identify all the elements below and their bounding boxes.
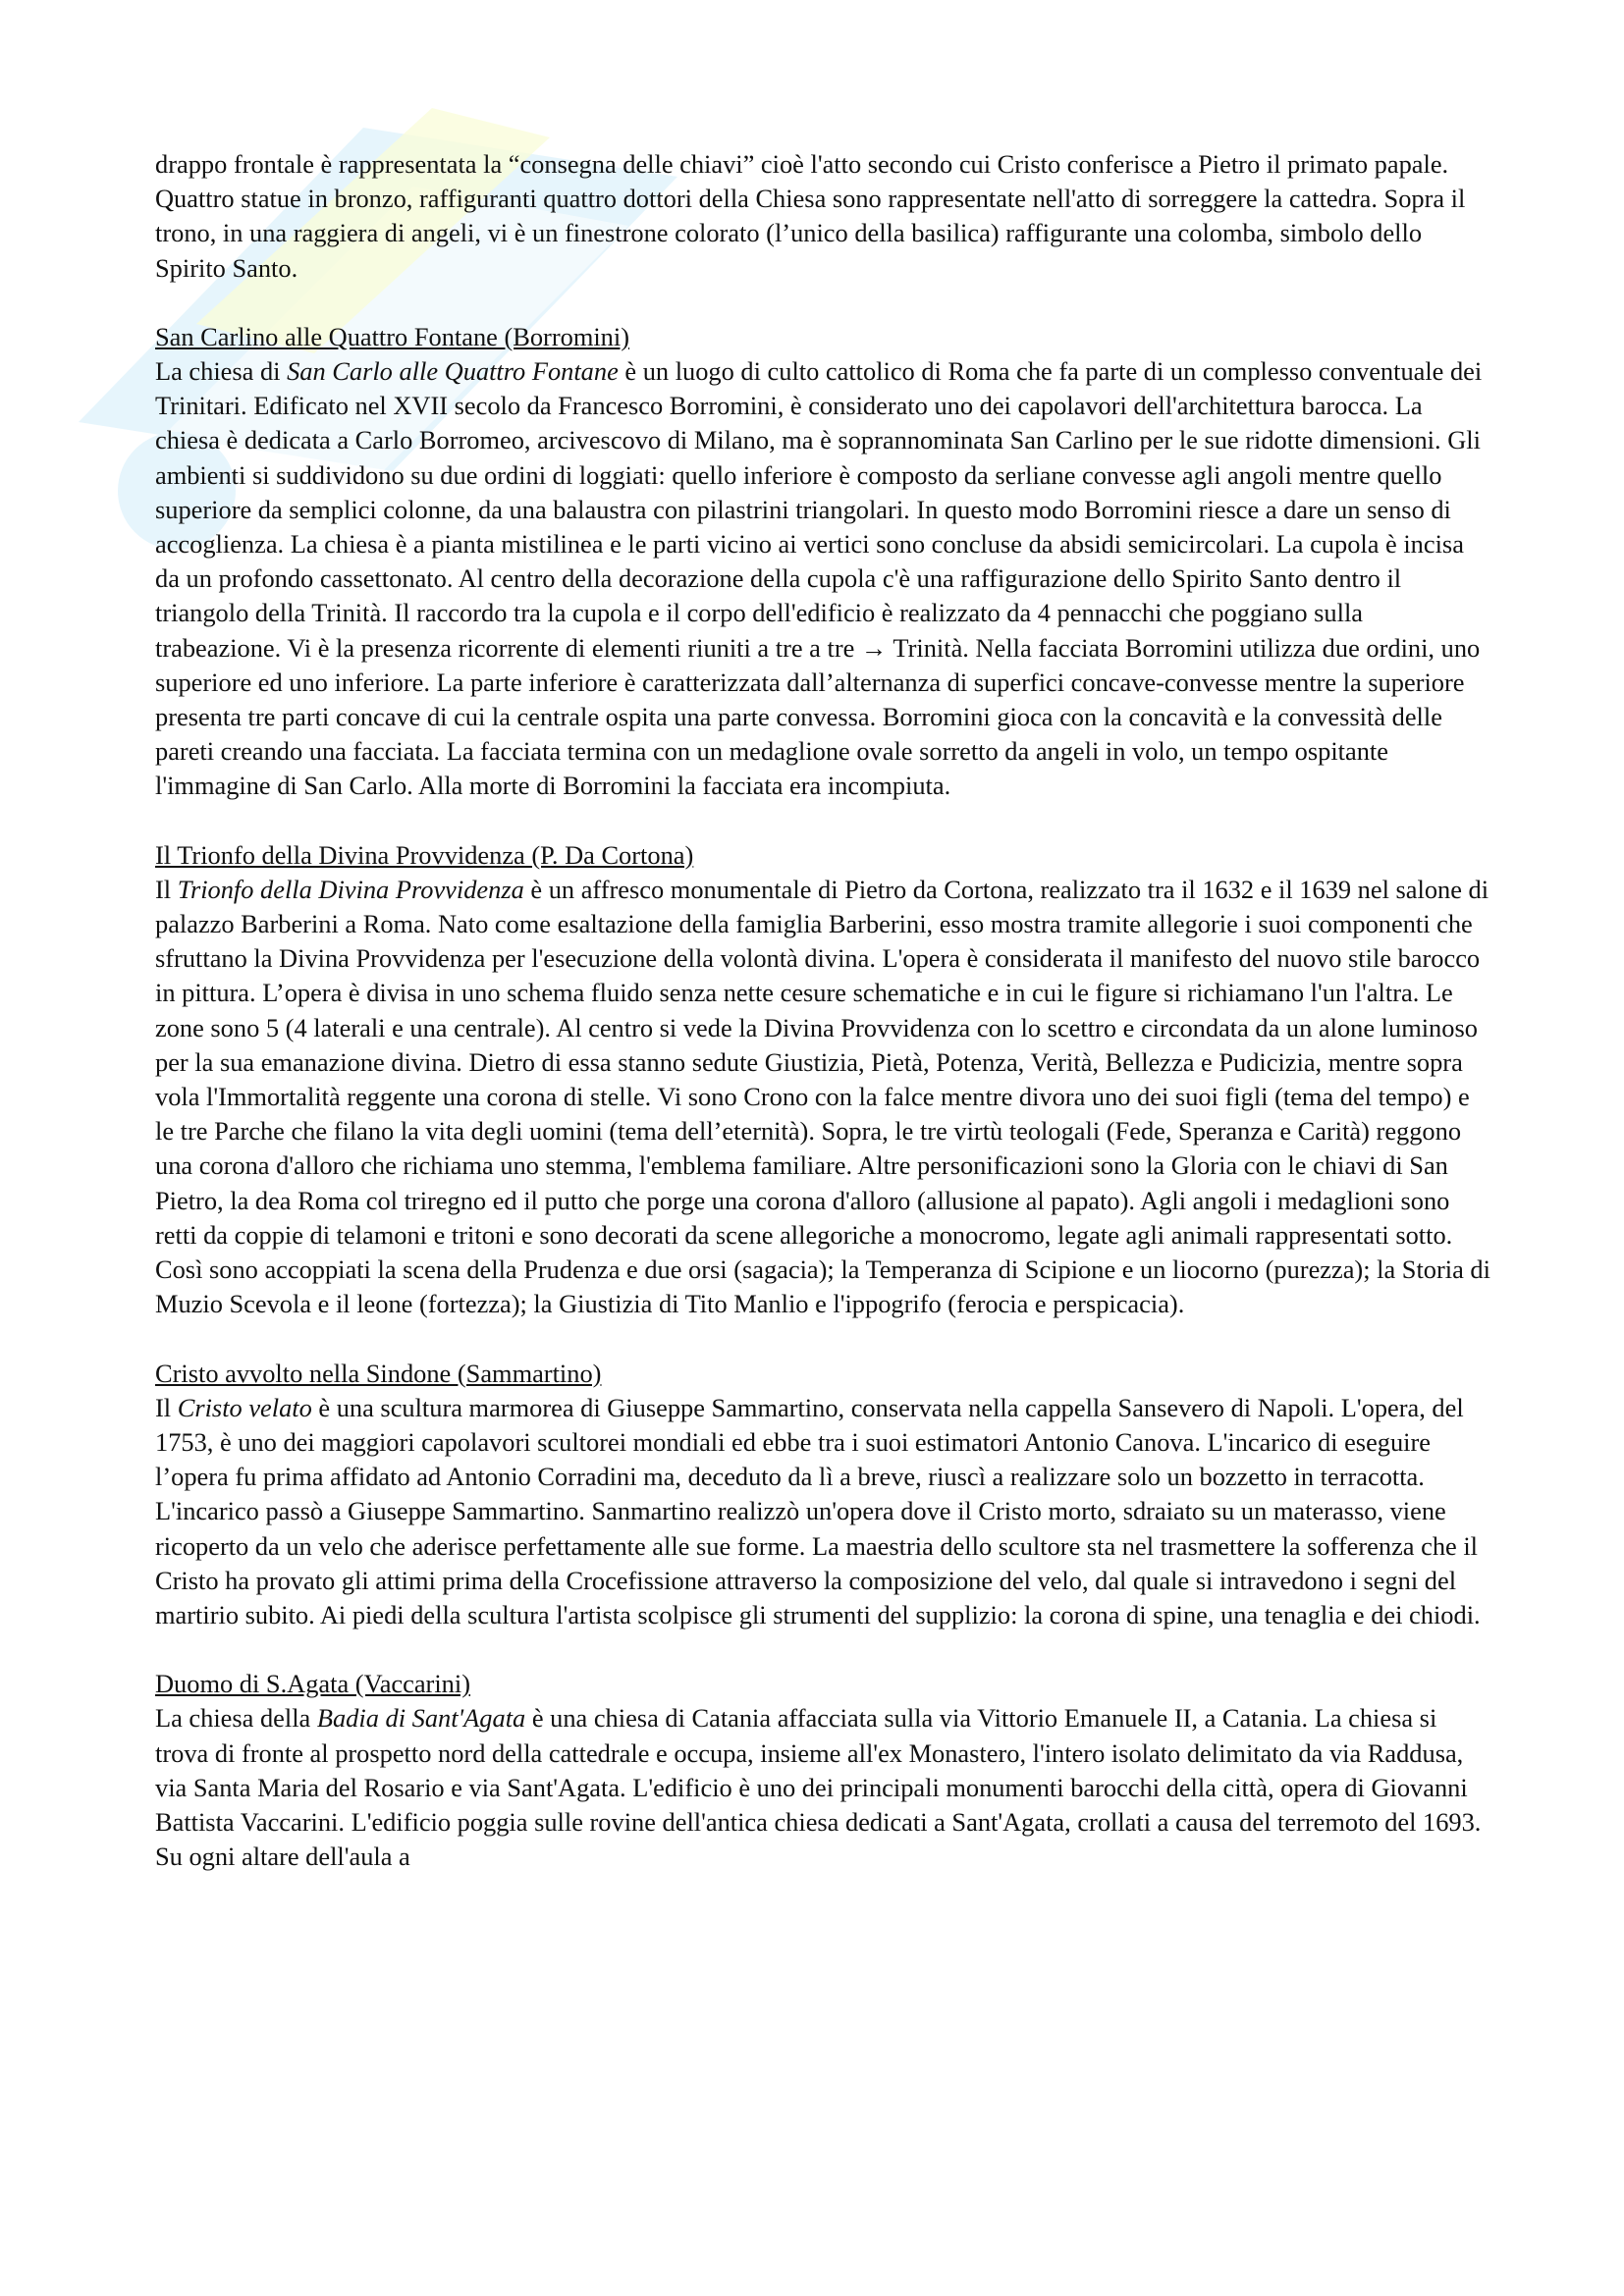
section-heading: Il Trionfo della Divina Provvidenza (P. Da Cortona)	[155, 839, 694, 870]
section-paragraph: La chiesa della Badia di Sant'Agata è una chiesa di Catania affacciata sulla via Vittorio Emanuele II, a Catania. La chiesa si trova di fronte al prospetto nord della cattedrale e occupa, insieme all'ex Monastero, l'intero isolato delimitato da via Raddusa, via Santa Maria del Rosario e via Sant'Agata. L'edificio è uno dei principali monumenti barocchi della città, opera di Giovanni Battista Vaccarini. L'edificio poggia sulle rovine dell'antica chiesa dedicati a Sant'Agata, crollati a causa del terremoto del 1693. Su ogni altare dell'aula a	[155, 1703, 1482, 1872]
section-heading: San Carlino alle Quattro Fontane (Borromini)	[155, 321, 629, 351]
section-paragraph: Il Trionfo della Divina Provvidenza è un affresco monumentale di Pietro da Cortona, realizzato tra il 1632 e il 1639 nel salone di palazzo Barberini a Roma. Nato come esaltazione della famiglia Barberini, esso mostra tramite allegorie i suoi componenti che sfruttano la Divina Provvidenza per l'esecuzione della volontà divina. L'opera è considerata il manifesto del nuovo stile barocco in pittura. L’opera è divisa in uno schema fluido senza nette cesure schematiche e in cui le figure si richiamano l'un l'altra. Le zone sono 5 (4 laterali e una centrale). Al centro si vede la Divina Provvidenza con lo scettro e circondata da un alone luminoso per la sua emanazione divina. Dietro di essa stanno sedute Giustizia, Pietà, Potenza, Verità, Bellezza e Pudicizia, mentre sopra vola l'Immortalità reggente una corona di stelle. Vi sono Crono con la falce mentre divora uno dei suoi figli (tema del tempo) e le tre Parche che filano la vita degli uomini (tema dell’eternità). Sopra, le tre virtù teologali (Fede, Speranza e Carità) reggono una corona d'alloro che richiama uno stemma, l'emblema familiare. Altre personificazioni sono la Gloria con le chiavi di San Pietro, la dea Roma col triregno ed il putto che porge una corona d'alloro (allusione al papato). Agli angoli i medaglioni sono retti da coppie di telamoni e tritoni e sono decorati da scene allegoriche a monocromo, legate agli animali rappresentati sotto. Così sono accoppiati la scena della Prudenza e due orsi (sagacia); la Temperanza di Scipione e un liocorno (purezza); la Storia di Muzio Scevola e il leone (fortezza); la Giustizia di Tito Manlio e l'ippogrifo (ferocia e perspicacia).	[155, 874, 1490, 1319]
intro-paragraph: drappo frontale è rappresentata la “consegna delle chiavi” cioè l'atto secondo cui Cristo conferisce a Pietro il primato papale. Quattro statue in bronzo, raffiguranti quattro dottori della Chiesa sono rappresentate nell'atto di sorreggere la cattedra. Sopra il trono, in una raggiera di angeli, vi è un finestrone colorato (l’unico della basilica) raffigurante una colomba, simbolo dello Spirito Santo.	[155, 149, 1466, 283]
document-page	[155, 147, 1490, 1874]
section-cristo-velato	[155, 1357, 1490, 1633]
section-paragraph: La chiesa di San Carlo alle Quattro Fontane è un luogo di culto cattolico di Roma che fa parte di un complesso conventuale dei Trinitari. Edificato nel XVII secolo da Francesco Borromini, è considerato uno dei capolavori dell'architettura barocca. La chiesa è dedicata a Carlo Borromeo, arcivescovo di Milano, ma è soprannominata San Carlino per le sue ridotte dimensioni. Gli ambienti si suddividono su due ordini di loggiati: quello inferiore è composto da serliane convesse agli angoli mentre quello superiore da semplici colonne, da una balaustra con pilastrini triangolari. In questo modo Borromini riesce a dare un senso di accoglienza. La chiesa è a pianta mistilinea e le parti vicino ai vertici sono concluse da absidi semicircolari. La cupola è incisa da un profondo cassettonato. Al centro della decorazione della cupola c'è una raffigurazione dello Spirito Santo dentro il triangolo della Trinità. Il raccordo tra la cupola e il corpo dell'edificio è realizzato da 4 pennacchi che poggiano sulla trabeazione. Vi è la presenza ricorrente di elementi riuniti a tre a tre → Trinità. Nella facciata Borromini utilizza due ordini, uno superiore ed uno inferiore. La parte inferiore è caratterizzata dall’alternanza di superfici concave-convesse mentre la superiore presenta tre parti concave di cui la centrale ospita una parte convessa. Borromini gioca con la concavità e la convessità delle pareti creando una facciata. La facciata termina con un medaglione ovale sorretto da angeli in volo, un tempo ospitante l'immagine di San Carlo. Alla morte di Borromini la facciata era incompiuta.	[155, 356, 1483, 801]
section-heading: Cristo avvolto nella Sindone (Sammartino)	[155, 1358, 602, 1388]
section-trionfo	[155, 838, 1490, 1322]
section-paragraph: Il Cristo velato è una scultura marmorea di Giuseppe Sammartino, conservata nella cappella Sansevero di Napoli. L'opera, del 1753, è uno dei maggiori capolavori scultorei mondiali ed ebbe tra i suoi estimatori Antonio Canova. L'incarico di eseguire l’opera fu prima affidato ad Antonio Corradini ma, deceduto da lì a breve, riuscì a realizzare solo un bozzetto in terracotta. L'incarico passò a Giuseppe Sammartino. Sanmartino realizzò un'opera dove il Cristo morto, sdraiato su un materasso, viene ricoperto da un velo che aderisce perfettamente alle sue forme. La maestria dello scultore sta nel trasmettere la sofferenza che il Cristo ha provato gli attimi prima della Crocefissione attraverso la composizione del velo, dal quale si intravedono i segni del martirio subito. Ai piedi della scultura l'artista scolpisce gli strumenti del supplizio: la corona di spine, una tenaglia e dei chiodi.	[155, 1392, 1481, 1629]
section-san-carlino	[155, 320, 1490, 804]
section-duomo-sant-agata	[155, 1667, 1490, 1874]
section-heading: Duomo di S.Agata (Vaccarini)	[155, 1669, 470, 1699]
